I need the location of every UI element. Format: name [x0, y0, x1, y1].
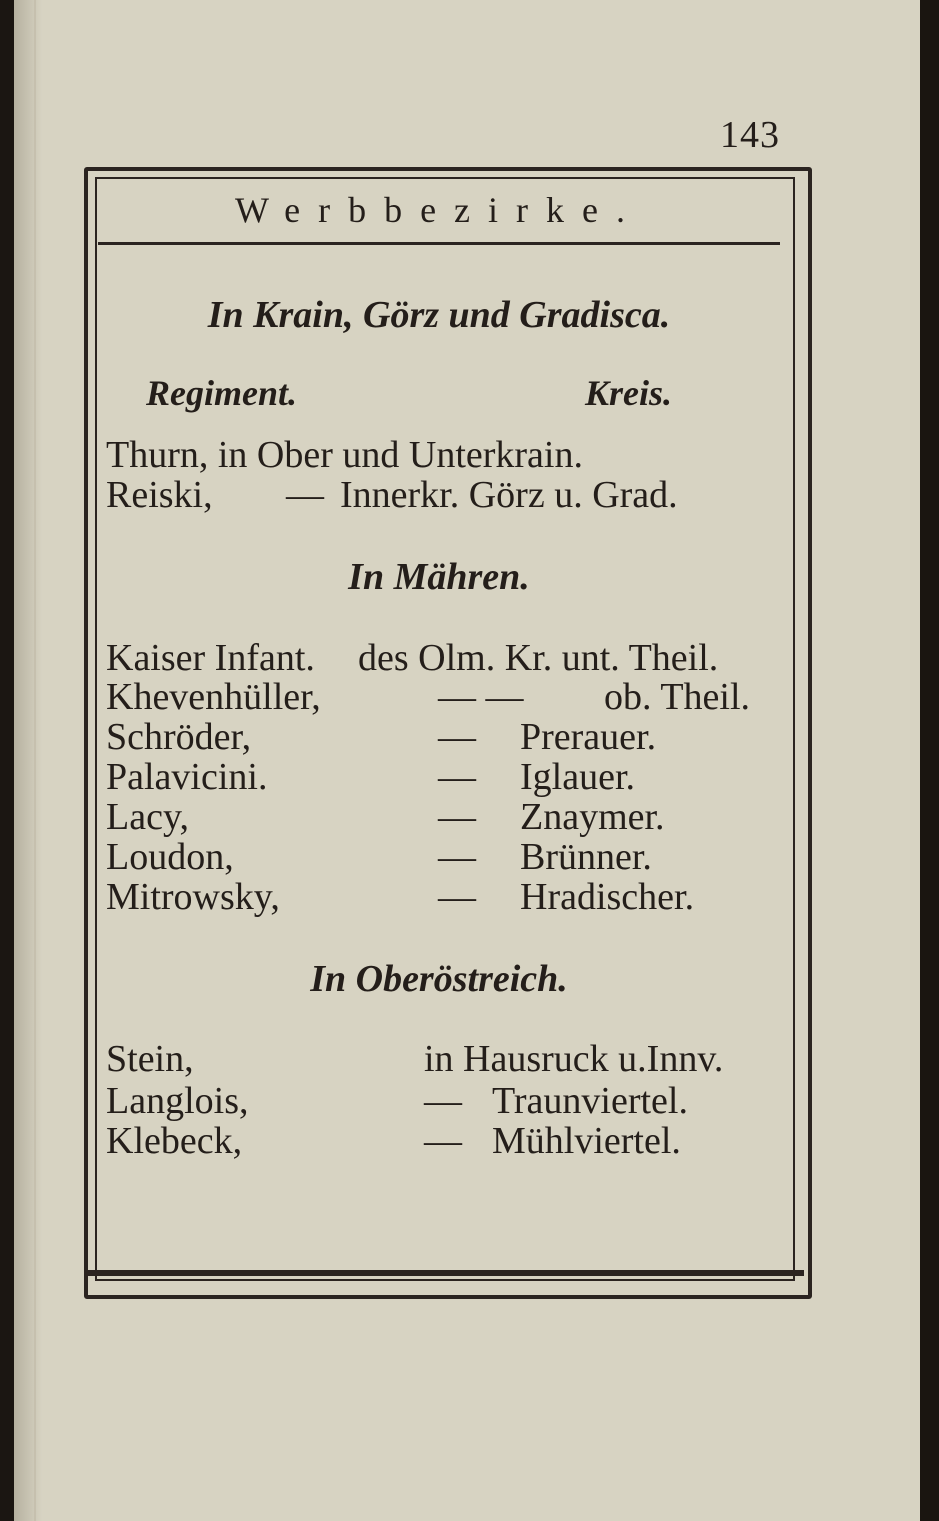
page-number: 143 [720, 114, 780, 156]
page-heading: Werbbezirke. [235, 190, 643, 230]
frame-bottom-rule [88, 1270, 804, 1276]
table-row-dash: — [424, 1080, 462, 1122]
table-row-dash: — [438, 836, 476, 878]
table-row-kreis: Mühlviertel. [492, 1120, 681, 1162]
table-row-regiment: Kaiser Infant. [106, 637, 315, 679]
table-row-kreis: Iglauer. [520, 756, 636, 798]
table-row-dash: — [438, 796, 476, 838]
table-row-kreis: Prerauer. [520, 716, 657, 758]
table-row-dash: — [438, 716, 476, 758]
table-row-kreis: in Hausruck u.Innv. [424, 1038, 724, 1080]
table-row-dash: — — [438, 676, 524, 718]
table-row-kreis: Hradischer. [520, 876, 695, 918]
table-row-regiment: Palavicini. [106, 756, 268, 798]
table-row-regiment: Schröder, [106, 716, 252, 758]
section-title-oberoestreich: In Oberöstreich. [310, 958, 568, 1000]
table-row: Thurn, in Ober und Unterkrain. [106, 434, 583, 476]
table-row-regiment: Klebeck, [106, 1120, 243, 1162]
table-row-dash: — [286, 474, 324, 516]
table-row-regiment: Khevenhüller, [106, 676, 321, 718]
heading-rule [98, 242, 780, 245]
table-row-regiment: Loudon, [106, 836, 234, 878]
table-row-kreis: Traunviertel. [492, 1080, 688, 1122]
table-row-regiment: Langlois, [106, 1080, 249, 1122]
table-row-regiment: Reiski, [106, 474, 213, 516]
section-title-krain: In Krain, Görz und Gradisca. [207, 294, 671, 336]
column-header-kreis: Kreis. [585, 373, 673, 413]
table-row-dash: — [438, 876, 476, 918]
table-row-regiment: Stein, [106, 1038, 194, 1080]
gutter-shadow [14, 0, 42, 1521]
table-row-kreis: ob. Theil. [604, 676, 751, 718]
table-row-kreis: Innerkr. Görz u. Grad. [340, 474, 678, 516]
column-header-regiment: Regiment. [146, 373, 297, 413]
table-row-kreis: Brünner. [520, 836, 652, 878]
table-row-kreis: Znaymer. [520, 796, 665, 838]
table-row-regiment: Lacy, [106, 796, 189, 838]
table-row-dash: — [424, 1120, 462, 1162]
table-row-kreis: des Olm. Kr. unt. Theil. [358, 637, 719, 679]
section-title-maehren: In Mähren. [348, 556, 530, 598]
spine-line [34, 0, 36, 1521]
page-edge [920, 0, 939, 1521]
book-gutter [0, 0, 14, 1521]
table-row-regiment: Mitrowsky, [106, 876, 280, 918]
table-row-dash: — [438, 756, 476, 798]
